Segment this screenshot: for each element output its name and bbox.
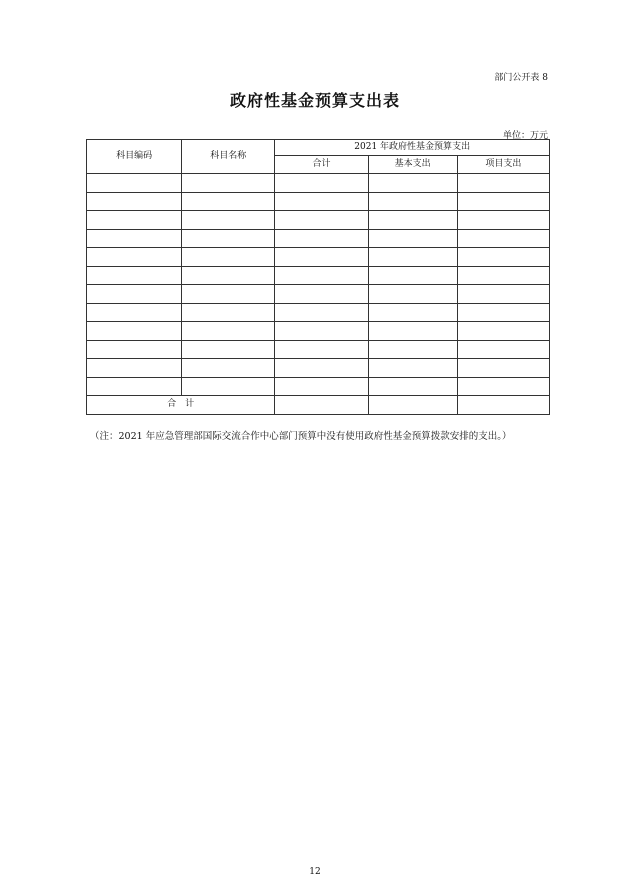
table-cell [457, 266, 549, 285]
table-row [87, 359, 550, 378]
table-cell [87, 377, 182, 396]
budget-table [86, 139, 550, 415]
header-basic-expenditure: 基本支出 [368, 156, 457, 174]
table-cell [87, 211, 182, 230]
total-label: 合 计 [87, 396, 275, 415]
table-row [87, 192, 550, 211]
table-cell [182, 248, 275, 267]
table-cell [87, 174, 182, 193]
table-cell [368, 248, 457, 267]
table-cell [457, 359, 549, 378]
table-cell [182, 359, 275, 378]
table-cell [182, 303, 275, 322]
table-cell [182, 192, 275, 211]
table-cell [275, 266, 368, 285]
table-cell [368, 285, 457, 304]
table-cell [275, 340, 368, 359]
table-cell [457, 192, 549, 211]
table-cell [87, 322, 182, 341]
table-cell [87, 248, 182, 267]
header-project-expenditure: 项目支出 [457, 156, 549, 174]
table-row [87, 266, 550, 285]
table-cell [275, 211, 368, 230]
header-subject-code: 科目编码 [87, 140, 182, 174]
header-subject-name: 科目名称 [182, 140, 275, 174]
table-cell [457, 211, 549, 230]
table-cell [182, 285, 275, 304]
table-cell [368, 174, 457, 193]
table-row [87, 229, 550, 248]
total-cell [368, 396, 457, 415]
table-cell [182, 340, 275, 359]
table-cell [457, 303, 549, 322]
table-cell [368, 266, 457, 285]
table-cell [275, 377, 368, 396]
table-cell [275, 303, 368, 322]
table-cell [457, 322, 549, 341]
table-row [87, 174, 550, 193]
table-row [87, 285, 550, 304]
table-row [87, 211, 550, 230]
table-cell [182, 377, 275, 396]
table-cell [87, 359, 182, 378]
page-title: 政府性基金预算支出表 [229, 91, 400, 110]
table-row [87, 248, 550, 267]
table-cell [368, 229, 457, 248]
table-cell [368, 303, 457, 322]
unit-label: 单位：万元 [502, 131, 548, 141]
table-row [87, 322, 550, 341]
table-cell [182, 322, 275, 341]
table-cell [275, 359, 368, 378]
table-row [87, 303, 550, 322]
table-cell [368, 340, 457, 359]
table-number: 部门公开表 8 [494, 73, 548, 83]
table-cell [368, 322, 457, 341]
table-cell [87, 192, 182, 211]
header-total: 合计 [275, 156, 368, 174]
total-cell [457, 396, 549, 415]
table-cell [368, 211, 457, 230]
table-cell [368, 377, 457, 396]
table-cell [182, 229, 275, 248]
table-cell [457, 248, 549, 267]
table-cell [87, 266, 182, 285]
header-expenditure-group: 2021 年政府性基金预算支出 [275, 140, 550, 156]
table-cell [275, 229, 368, 248]
total-row [87, 396, 550, 415]
table-cell [457, 377, 549, 396]
table-cell [457, 285, 549, 304]
total-cell [275, 396, 368, 415]
table-cell [457, 174, 549, 193]
page-number: 12 [309, 867, 321, 877]
table-cell [368, 192, 457, 211]
table-row [87, 340, 550, 359]
table-cell [182, 174, 275, 193]
table-cell [275, 285, 368, 304]
table-cell [182, 211, 275, 230]
table-cell [368, 359, 457, 378]
table-cell [275, 174, 368, 193]
table-row [87, 377, 550, 396]
table-cell [87, 229, 182, 248]
table-cell [182, 266, 275, 285]
table-cell [275, 248, 368, 267]
table-cell [457, 229, 549, 248]
table-cell [87, 303, 182, 322]
footnote: （注：2021 年应急管理部国际交流合作中心部门预算中没有使用政府性基金预算拨款安排的支出。） [90, 431, 512, 442]
table-cell [457, 340, 549, 359]
table-cell [87, 340, 182, 359]
table-cell [275, 192, 368, 211]
table-cell [275, 322, 368, 341]
table-cell [87, 285, 182, 304]
